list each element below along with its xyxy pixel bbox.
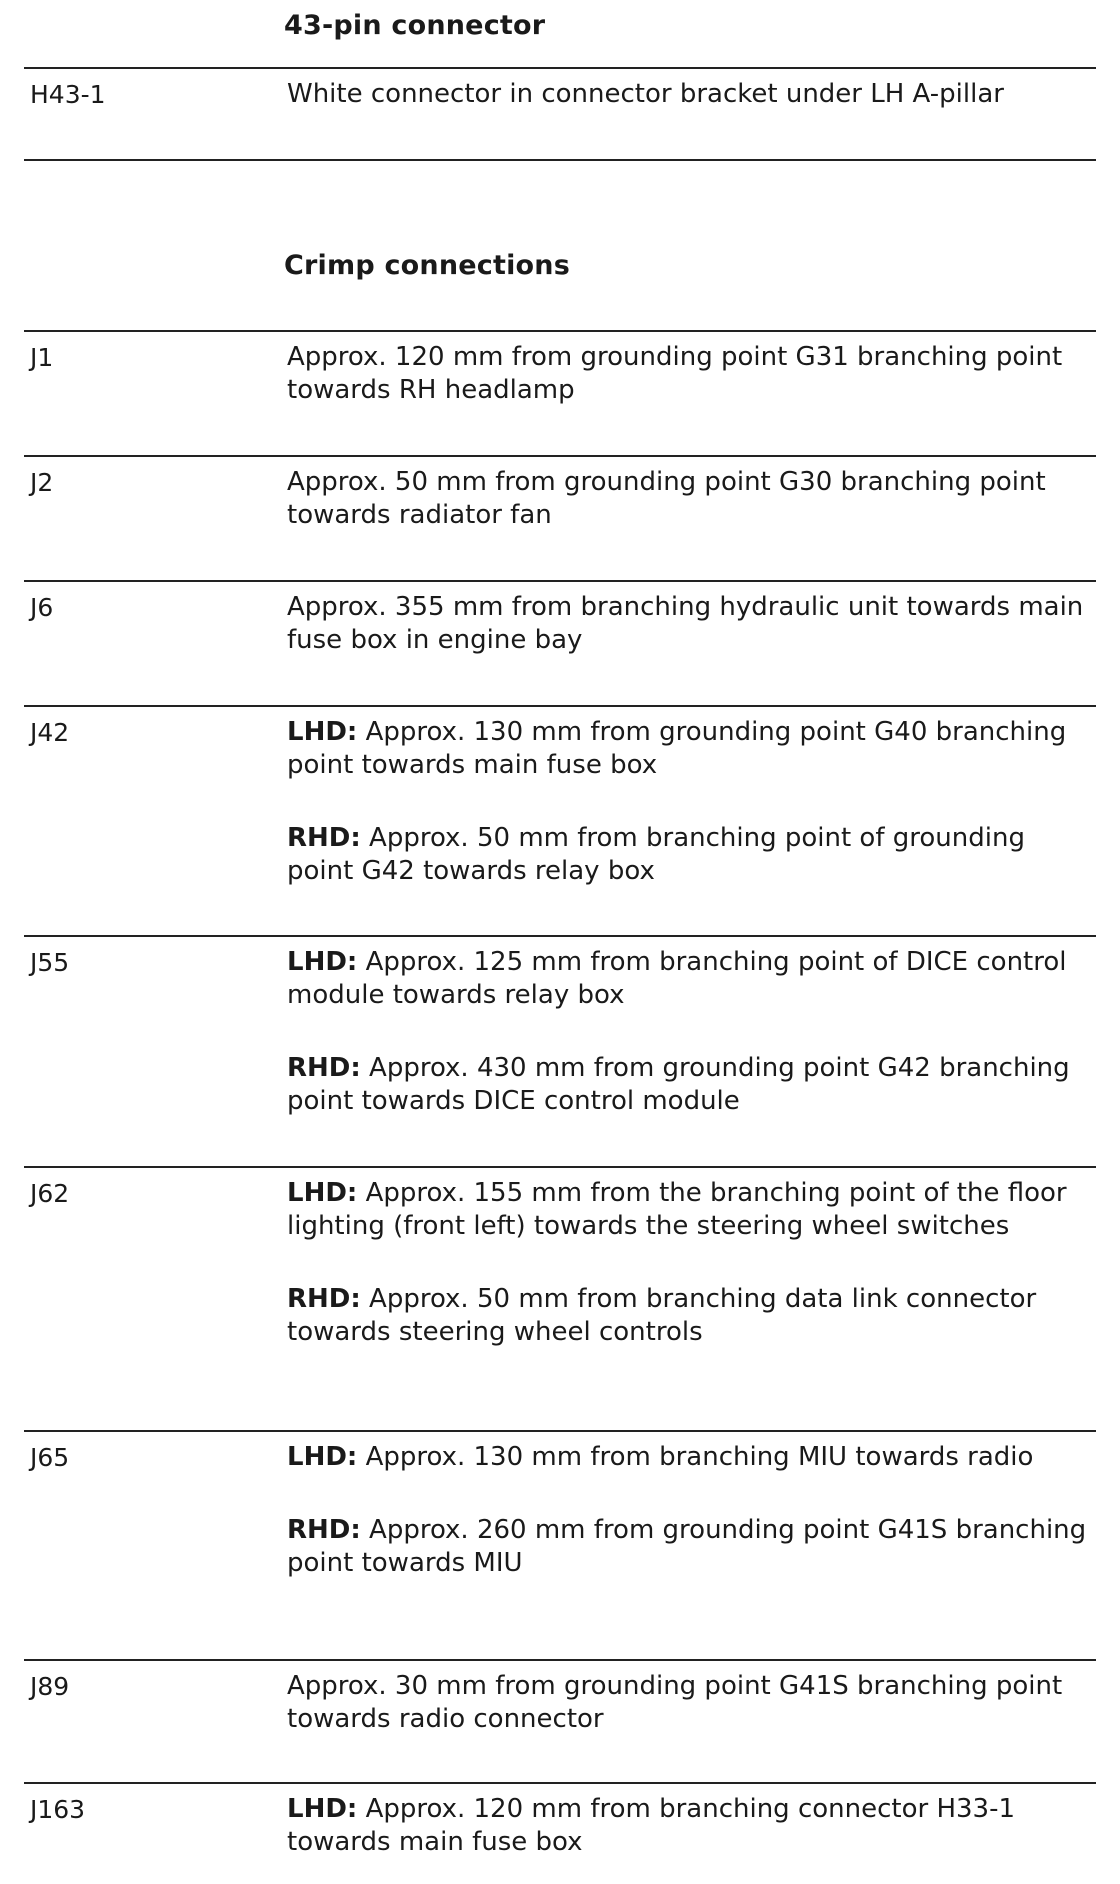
description-paragraph	[287, 591, 1097, 657]
lhd-label: LHD:	[287, 947, 358, 977]
description-paragraph	[287, 1670, 1097, 1736]
description-text: Approx. 125 mm from branching point of DICE control module towards relay box	[287, 947, 1067, 1010]
description-paragraph	[287, 1441, 1097, 1474]
row-description	[287, 716, 1097, 888]
row-description	[287, 1177, 1097, 1349]
row-description	[287, 591, 1097, 657]
description-text: Approx. 260 mm from grounding point G41S branching point towards MIU	[287, 1515, 1087, 1578]
row-code: J42	[30, 718, 70, 747]
description-paragraph	[287, 1177, 1097, 1243]
description-text: Approx. 30 mm from grounding point G41S branching point towards radio connector	[287, 1671, 1063, 1734]
row-description	[287, 466, 1097, 532]
divider	[24, 580, 1096, 582]
lhd-label: LHD:	[287, 1794, 358, 1824]
row-description	[287, 1793, 1097, 1859]
description-paragraph	[287, 822, 1097, 888]
description-paragraph	[287, 1514, 1097, 1580]
description-paragraph	[287, 1052, 1097, 1118]
description-text: White connector in connector bracket under LH A-pillar	[287, 79, 1004, 109]
divider	[24, 935, 1096, 937]
description-paragraph	[287, 1793, 1097, 1859]
row-code: J1	[30, 343, 54, 372]
row-code: J89	[30, 1672, 70, 1701]
description-text: Approx. 130 mm from grounding point G40 branching point towards main fuse box	[287, 717, 1067, 780]
description-paragraph	[287, 716, 1097, 782]
divider	[24, 705, 1096, 707]
description-text: Approx. 50 mm from branching point of grounding point G42 towards relay box	[287, 823, 1025, 886]
rhd-label: RHD:	[287, 823, 361, 853]
description-text: Approx. 120 mm from branching connector H33-1 towards main fuse box	[287, 1794, 1016, 1857]
row-code: H43-1	[30, 80, 106, 109]
divider	[24, 1430, 1096, 1432]
description-text: Approx. 155 mm from the branching point of the floor lighting (front left) towards the steering wheel switches	[287, 1178, 1067, 1241]
row-description	[287, 341, 1097, 407]
section-heading-43-pin: 43-pin connector	[284, 10, 546, 41]
row-code: J2	[30, 468, 54, 497]
description-text: Approx. 430 mm from grounding point G42 branching point towards DICE control module	[287, 1053, 1070, 1116]
divider	[24, 455, 1096, 457]
divider	[24, 1659, 1096, 1661]
divider	[24, 67, 1096, 69]
description-paragraph	[287, 946, 1097, 1012]
description-text: Approx. 50 mm from branching data link connector towards steering wheel controls	[287, 1284, 1037, 1347]
description-text: Approx. 355 mm from branching hydraulic unit towards main fuse box in engine bay	[287, 592, 1084, 655]
description-paragraph	[287, 466, 1097, 532]
rhd-label: RHD:	[287, 1515, 361, 1545]
description-text: Approx. 120 mm from grounding point G31 branching point towards RH headlamp	[287, 342, 1063, 405]
divider	[24, 330, 1096, 332]
description-paragraph	[287, 78, 1097, 111]
lhd-label: LHD:	[287, 717, 358, 747]
divider	[24, 1782, 1096, 1784]
lhd-label: LHD:	[287, 1178, 358, 1208]
rhd-label: RHD:	[287, 1053, 361, 1083]
row-description	[287, 1670, 1097, 1736]
description-paragraph	[287, 341, 1097, 407]
description-text: Approx. 130 mm from branching MIU towards radio	[357, 1442, 1034, 1472]
row-description	[287, 946, 1097, 1118]
row-description	[287, 1441, 1097, 1580]
row-code: J62	[30, 1179, 70, 1208]
row-code: J163	[30, 1795, 86, 1824]
row-code: J6	[30, 593, 54, 622]
section-heading-crimp: Crimp connections	[284, 250, 570, 281]
divider	[24, 159, 1096, 161]
row-code: J55	[30, 948, 70, 977]
row-description	[287, 78, 1097, 111]
divider	[24, 1166, 1096, 1168]
row-code: J65	[30, 1443, 70, 1472]
description-text: Approx. 50 mm from grounding point G30 branching point towards radiator fan	[287, 467, 1046, 530]
lhd-label: LHD:	[287, 1442, 358, 1472]
description-paragraph	[287, 1283, 1097, 1349]
rhd-label: RHD:	[287, 1284, 361, 1314]
